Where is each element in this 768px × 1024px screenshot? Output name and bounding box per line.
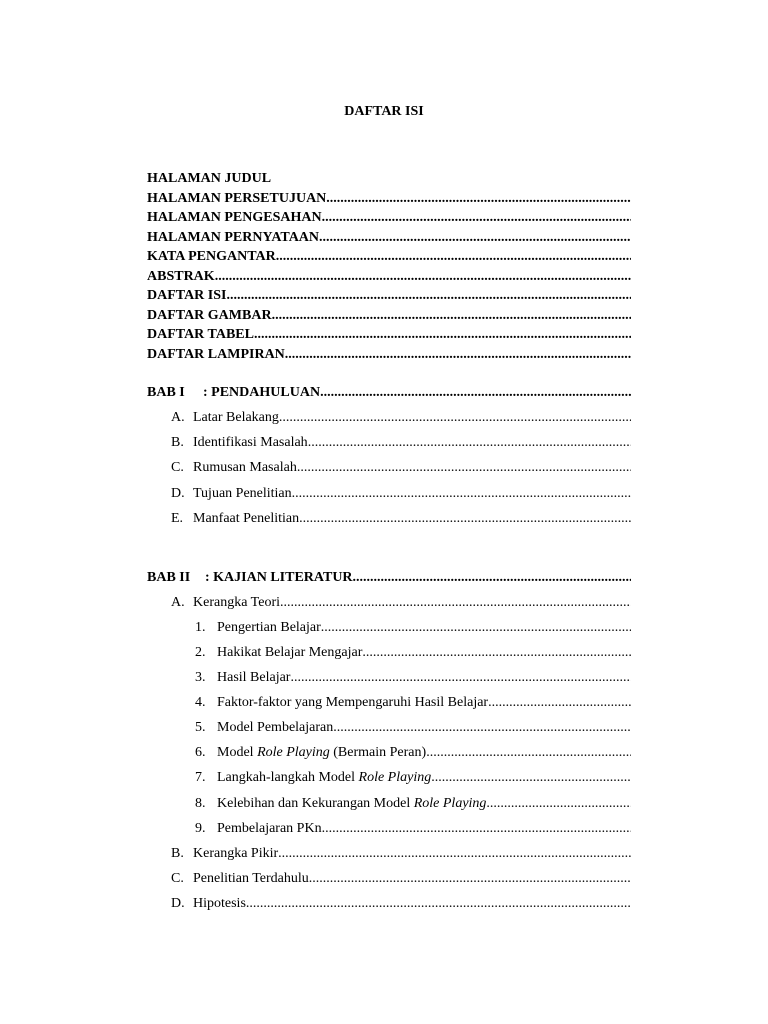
toc-section [171, 485, 631, 503]
toc-label: HALAMAN PERSETUJUAN [147, 190, 327, 206]
dot-leader [488, 694, 631, 712]
dot-leader [321, 619, 631, 637]
dot-leader [285, 346, 631, 364]
toc-entry-halaman-pengesahan [147, 209, 631, 227]
dot-leader [486, 795, 631, 813]
dot-leader [299, 510, 631, 528]
chapter-title: : PENDAHULUAN [203, 385, 321, 400]
section-number: E. [171, 511, 184, 526]
dot-leader [353, 569, 631, 587]
toc-entry-halaman-persetujuan [147, 190, 631, 208]
section-number: D. [171, 896, 185, 911]
chapter-title: : KAJIAN LITERATUR [205, 570, 353, 585]
subsection-label: Hasil Belajar [217, 670, 291, 685]
toc-section [171, 459, 631, 477]
toc-label: HALAMAN PERNYATAAN [147, 229, 320, 245]
toc-subsection [195, 619, 631, 637]
toc-section [171, 594, 631, 612]
dot-leader [426, 744, 631, 762]
subsection-number: 3. [195, 670, 206, 685]
subsection-number: 7. [195, 770, 206, 785]
subsection-number: 2. [195, 645, 206, 660]
dot-leader [246, 895, 631, 913]
toc-section [171, 845, 631, 863]
subsection-label: Pengertian Belajar [217, 620, 321, 635]
dot-leader [362, 644, 631, 662]
subsection-number: 4. [195, 695, 206, 710]
subsection-number: 5. [195, 720, 206, 735]
subsection-label: Hakikat Belajar Mengajar [217, 645, 363, 660]
toc-section [171, 510, 631, 528]
dot-leader [226, 287, 631, 305]
section-label: Identifikasi Masalah [193, 435, 308, 450]
toc-subsection [195, 744, 631, 762]
toc-chapter-bab-1 [147, 384, 631, 402]
subsection-label-post: (Bermain Peran) [329, 745, 427, 760]
subsection-label: Model Pembelajaran [217, 720, 334, 735]
dot-leader [333, 719, 631, 737]
subsection-label-pre: Kelebihan dan Kekurangan Model [217, 796, 414, 811]
section-number: A. [171, 410, 185, 425]
toc-label: DAFTAR TABEL [147, 327, 254, 342]
toc-section [171, 895, 631, 913]
toc-subsection [195, 769, 631, 787]
dot-leader [322, 209, 631, 227]
section-label: Tujuan Penelitian [193, 486, 292, 501]
dot-leader [322, 820, 631, 838]
dot-leader [297, 459, 631, 477]
toc-section [171, 870, 631, 888]
subsection-label-italic: Role Playing [413, 796, 487, 811]
dot-leader [431, 769, 631, 787]
subsection-label-pre: Langkah-langkah Model [217, 770, 359, 785]
dot-leader [319, 229, 631, 247]
page-title: DAFTAR ISI [344, 104, 424, 119]
dot-leader [276, 248, 631, 266]
toc-entry-abstrak [147, 268, 631, 286]
dot-leader [290, 669, 631, 687]
section-number: A. [171, 595, 185, 610]
chapter-number: BAB II [147, 570, 191, 585]
toc-label: DAFTAR GAMBAR [147, 307, 272, 323]
toc-section [171, 409, 631, 427]
dot-leader [279, 409, 631, 427]
subsection-label: Faktor-faktor yang Mempengaruhi Hasil Belajar [217, 695, 489, 710]
section-number: D. [171, 486, 185, 501]
dot-leader [320, 384, 631, 402]
subsection-label: Pembelajaran PKn [217, 821, 322, 836]
subsection-number: 8. [195, 796, 206, 811]
toc-chapter-bab-2 [147, 569, 631, 587]
dot-leader [292, 485, 631, 503]
toc-label: HALAMAN PENGESAHAN [147, 210, 322, 225]
section-label: Kerangka Teori [193, 595, 281, 610]
dot-leader [308, 434, 631, 452]
section-label: Rumusan Masalah [193, 460, 297, 475]
toc-label: DAFTAR LAMPIRAN [147, 346, 285, 362]
toc-entry-daftar-isi [147, 287, 631, 305]
dot-leader [326, 190, 631, 208]
subsection-number: 9. [195, 821, 206, 836]
dot-leader [278, 845, 631, 863]
toc-entry-halaman-pernyataan [147, 229, 631, 247]
section-label: Penelitian Terdahulu [193, 871, 309, 886]
toc-subsection [195, 820, 631, 838]
subsection-label-italic: Role Playing [257, 745, 330, 760]
toc-subsection [195, 719, 631, 737]
dot-leader [272, 307, 631, 325]
section-number: B. [171, 846, 184, 861]
section-label: Manfaat Penelitian [193, 511, 300, 526]
toc-label: ABSTRAK [147, 268, 215, 284]
toc-entry-daftar-gambar [147, 307, 631, 325]
dot-leader [215, 268, 631, 286]
subsection-number: 1. [195, 620, 206, 635]
dot-leader [309, 870, 631, 888]
dot-leader [254, 326, 631, 344]
section-number: B. [171, 435, 184, 450]
toc-entry-daftar-tabel [147, 326, 631, 344]
toc-section [171, 434, 631, 452]
section-label: Latar Belakang [193, 410, 279, 425]
toc-entry-halaman-judul [147, 170, 631, 188]
toc-subsection [195, 669, 631, 687]
section-label: Kerangka Pikir [193, 846, 279, 861]
dot-leader [280, 594, 631, 612]
toc-subsection [195, 795, 631, 813]
chapter-number: BAB I [147, 385, 185, 400]
toc-subsection [195, 644, 631, 662]
toc-subsection [195, 694, 631, 712]
toc-label: KATA PENGANTAR [147, 249, 276, 264]
section-number: C. [171, 871, 184, 886]
toc-entry-kata-pengantar [147, 248, 631, 266]
section-label: Hipotesis [193, 896, 246, 911]
subsection-label-italic: Role Playing [358, 770, 432, 785]
section-number: C. [171, 460, 184, 475]
subsection-label-pre: Model [217, 745, 258, 760]
toc-label: DAFTAR ISI [147, 288, 227, 303]
subsection-number: 6. [195, 745, 206, 760]
toc-entry-daftar-lampiran [147, 346, 631, 364]
toc-label: HALAMAN JUDUL [147, 171, 272, 186]
